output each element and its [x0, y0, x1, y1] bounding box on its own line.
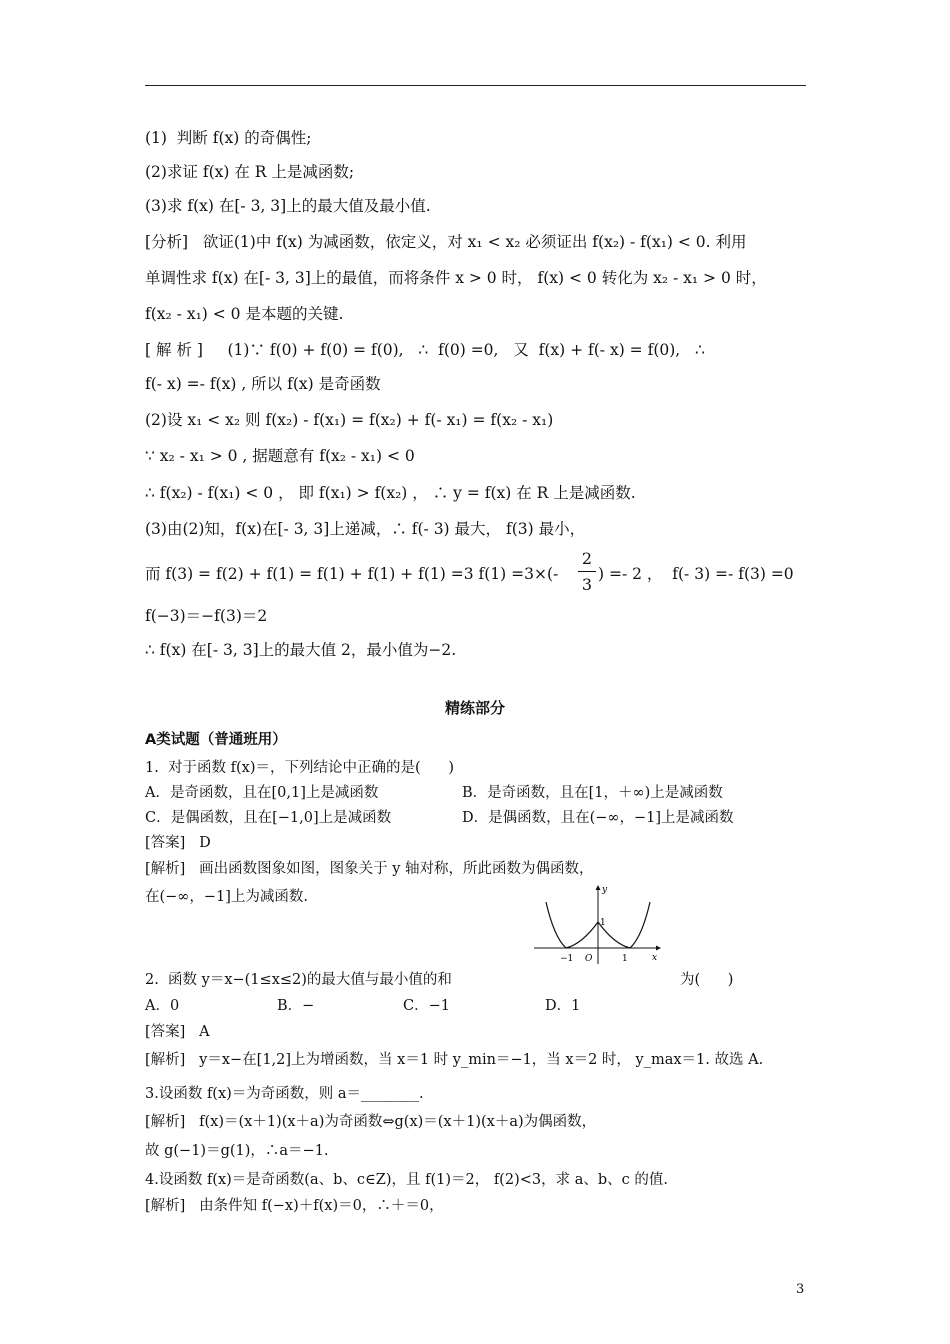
text-line: (2)求证 f(x) 在 R 上是减函数;: [145, 163, 355, 181]
x-axis-arrow: [656, 946, 661, 951]
curve-left: [546, 902, 598, 948]
explanation: 在(−∞，−1]上为减函数.: [145, 889, 309, 905]
x-tick-label: 1: [622, 954, 628, 964]
text-line: f(- x) =- f(x) , 所以 f(x) 是奇函数: [145, 375, 381, 393]
question-3: 3.设函数 f(x)＝为奇函数，则 a＝________.: [145, 1086, 424, 1102]
text-line: ) =- 2 ， f(- 3) =- f(3) =0: [598, 565, 794, 583]
answer: [答案] A: [145, 1024, 210, 1040]
text-line: (3)由(2)知，f(x)在[- 3, 3]上递减，∴ f(- 3) 最大， f(3) 最小，: [145, 520, 586, 538]
answer: [答案] D: [145, 835, 211, 851]
option-d: D．1: [545, 998, 581, 1014]
question-1: 1. 对于函数 f(x)＝，下列结论中正确的是( ): [145, 760, 454, 776]
explanation: 故 g(−1)＝g(1)，∴a＝−1.: [145, 1143, 329, 1159]
text-line: (3)求 f(x) 在[- 3, 3]上的最大值及最小值.: [145, 197, 431, 215]
text-line: [ 解 析 ] (1)∵ f(0) + f(0) = f(0), ∴ f(0) =0, 又 f(x) + f(- x) = f(0), ∴: [145, 341, 705, 359]
explanation: [解析] y＝x−在[1,2]上为增函数，当 x＝1 时 y_min＝−1，当 x＝2 时， y_max＝1. 故选 A.: [145, 1052, 764, 1068]
curve-right: [598, 902, 650, 948]
explanation: [解析] 由条件知 f(−x)＋f(x)＝0，∴＋＝0，: [145, 1198, 444, 1214]
option-b: B．是奇函数，且在[1，＋∞)上是减函数: [462, 785, 723, 801]
text-line: (1) 判断 f(x) 的奇偶性;: [145, 129, 312, 147]
question-4: 4.设函数 f(x)＝是奇函数(a、b、c∈Z)，且 f(1)＝2， f(2)<3，求 a、b、c 的值.: [145, 1172, 668, 1188]
header-rule: [145, 85, 806, 86]
subsection-title: A类试题（普通班用）: [145, 732, 287, 748]
x-axis-label: x: [652, 953, 658, 963]
text-line: ∴ f(x₂) - f(x₁) < 0 ， 即 f(x₁) > f(x₂) ， ∴ y = f(x) 在 R 上是减函数.: [145, 484, 636, 502]
explanation: [解析] 画出函数图象如图，图象关于 y 轴对称，所此函数为偶函数，: [145, 861, 594, 877]
text-line: ∵ x₂ - x₁ > 0 , 据题意有 f(x₂ - x₁) < 0: [145, 447, 415, 465]
text-line: 单调性求 f(x) 在[- 3, 3]上的最值，而将条件 x > 0 时， f(x) < 0 转化为 x₂ - x₁ > 0 时，: [145, 269, 767, 287]
text-line: 而 f(3) = f(2) + f(1) = f(1) + f(1) + f(1) =3 f(1) =3×(-: [145, 565, 559, 583]
function-graph: [532, 882, 662, 964]
origin-label: O: [585, 954, 593, 964]
fraction-bar: [578, 571, 596, 572]
text-line: (2)设 x₁ < x₂ 则 f(x₂) - f(x₁) = f(x₂) + f(- x₁) = f(x₂ - x₁): [145, 411, 554, 429]
y-axis-label: y: [602, 885, 608, 895]
question-2: 2. 函数 y＝x−(1≤x≤2)的最大值与最小值的和: [145, 972, 452, 988]
text-line: f(−3)＝−f(3)＝2: [145, 607, 268, 625]
option-c: C．是偶函数，且在[−1,0]上是减函数: [145, 810, 392, 826]
explanation: [解析] f(x)＝(x＋1)(x＋a)为奇函数⇔g(x)＝(x＋1)(x＋a)为偶函数，: [145, 1114, 597, 1130]
option-a: A．是奇函数，且在[0,1]上是减函数: [145, 785, 379, 801]
text-line: ∴ f(x) 在[- 3, 3]上的最大值 2，最小值为−2.: [145, 641, 457, 659]
section-title: 精练部分: [444, 699, 505, 717]
text-line: [分析] 欲证(1)中 f(x) 为减函数，依定义，对 x₁ < x₂ 必须证出 f(x₂) - f(x₁) < 0. 利用: [145, 233, 747, 251]
page-number: 3: [796, 1282, 805, 1297]
text-line: f(x₂ - x₁) < 0 是本题的关键.: [145, 305, 344, 323]
fraction-numerator: 2: [581, 549, 593, 568]
option-b: B．−: [277, 998, 315, 1014]
x-tick-label: −1: [560, 954, 574, 964]
y-tick-label: 1: [600, 918, 606, 928]
option-d: D．是偶函数，且在(−∞，−1]上是减函数: [462, 810, 734, 826]
fraction-denominator: 3: [581, 575, 593, 594]
option-a: A．0: [145, 998, 180, 1014]
question-2-end: 为( ): [680, 972, 734, 988]
option-c: C．−1: [403, 998, 450, 1014]
y-axis-arrow: [596, 885, 601, 890]
